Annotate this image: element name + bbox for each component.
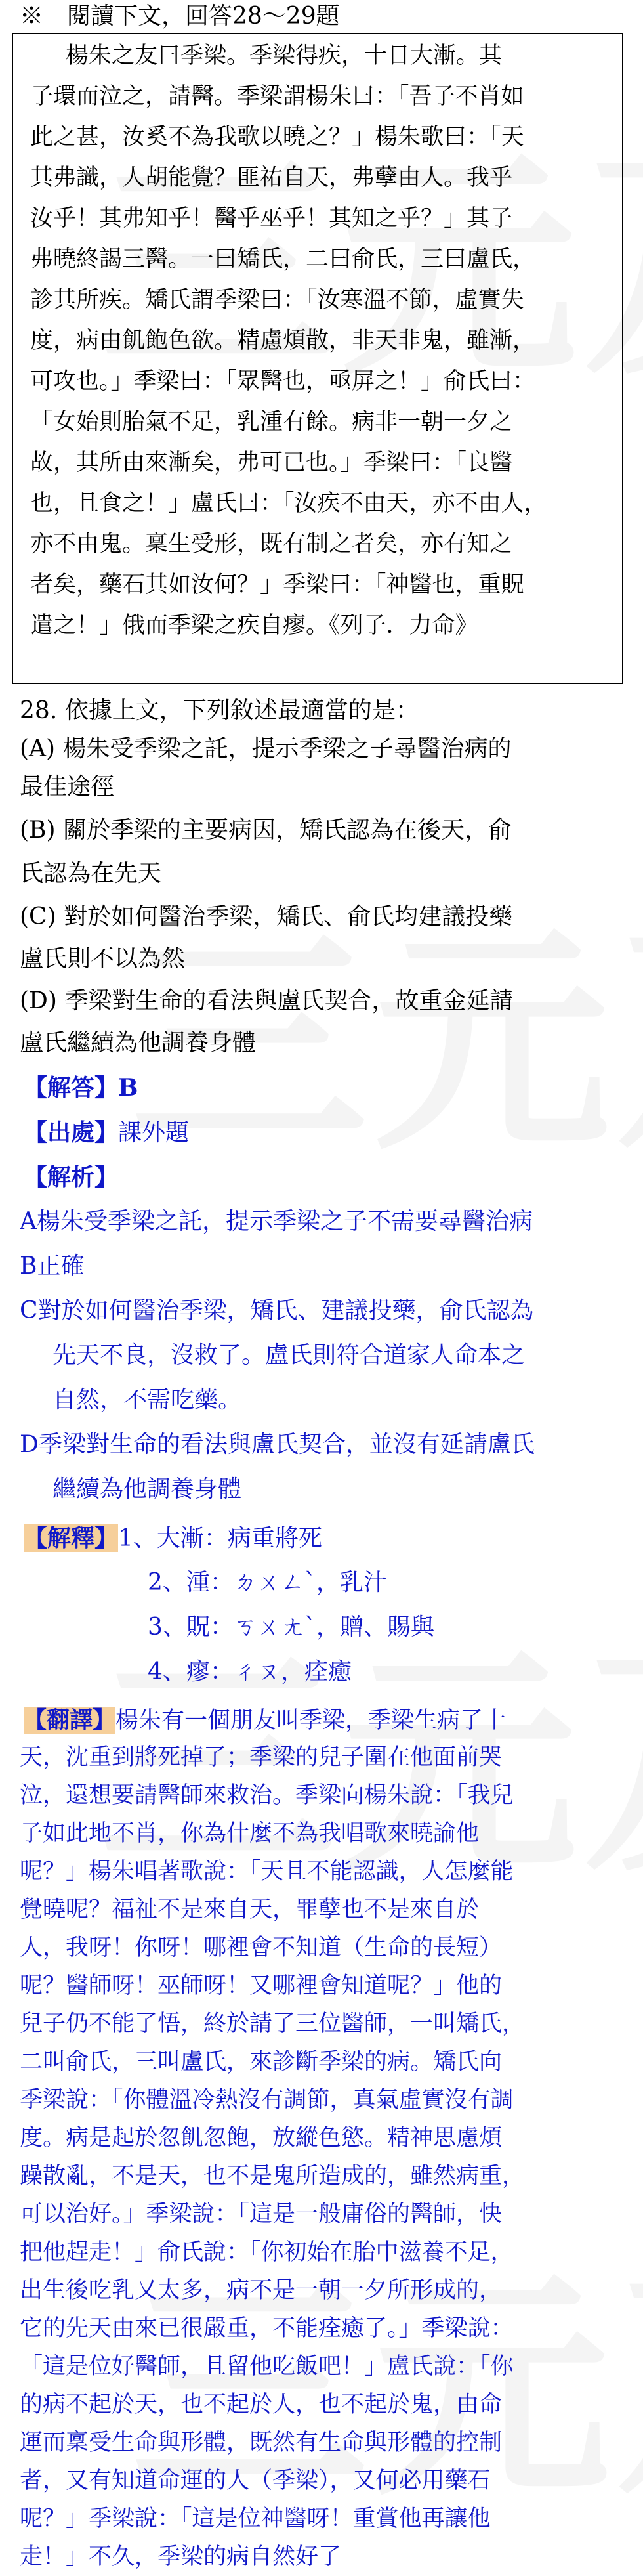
- source-label: 【出處】: [24, 1119, 119, 1146]
- passage-box: [12, 33, 623, 684]
- translation-line: 二叫俞氏，三叫盧氏，來診斷季梁的病。矯氏向: [20, 2049, 503, 2075]
- translation-line: 泣，還想要請醫師來救治。季梁向楊朱說：「我兒: [20, 1782, 514, 1809]
- passage-line: 診其所疾。矯氏謂季梁曰：「汝寒溫不節，虛實失: [30, 287, 524, 313]
- translation-line: 子如此地不肖，你為什麼不為我唱歌來曉諭他: [20, 1820, 480, 1847]
- translation-line: 楊朱有一個朋友叫季梁，季梁生病了十: [115, 1707, 507, 1734]
- translation-line: 天，沈重到將死掉了；季梁的兒子圍在他面前哭: [20, 1744, 503, 1771]
- answer-row: [24, 1071, 634, 1104]
- passage-line: 者矣，藥石其如汝何？」季梁曰：「神醫也，重貺: [30, 572, 524, 598]
- option-line: 最佳途徑: [20, 773, 115, 800]
- passage-line: 度，病由飢飽色欲。精慮煩散，非天非鬼，雖漸，: [30, 328, 536, 354]
- explanation-item: 4、瘳：ㄔㄡ，痊癒: [148, 1658, 352, 1685]
- translation-line: 覺曉呢？福祉不是來自天，罪孽也不是來自於: [20, 1897, 480, 1923]
- translation-line: 者，又有知道命運的人（季梁），又何必用藥石: [20, 2468, 491, 2494]
- analysis-label: 【解析】: [24, 1163, 119, 1191]
- question-stem: 28. 依據上文，下列敘述最適當的是：: [20, 697, 419, 724]
- translation-line: 出生後吃乳又太多，病不是一朝一夕所形成的，: [20, 2277, 503, 2304]
- analysis-line: A楊朱受季梁之託，提示季梁之子不需要尋醫治病: [20, 1208, 533, 1235]
- translation-row: [24, 1704, 634, 1737]
- translation-line: 呢？」楊朱唱著歌說：「天且不能認識，人怎麼能: [20, 1858, 514, 1885]
- translation-line: 運而稟受生命與形體，既然有生命與形體的控制: [20, 2430, 503, 2456]
- analysis-line: 先天不良，沒救了。盧氏則符合道家人命本之: [52, 1342, 526, 1369]
- explanation-item: 3、貺：ㄎㄨㄤˋ，贈、賜與: [148, 1614, 434, 1641]
- analysis-line: B正確: [20, 1253, 85, 1279]
- translation-line: 呢？」季梁說：「這是位神醫呀！重賞他再讓他: [20, 2506, 491, 2532]
- passage-line: 子環而泣之，請醫。季梁謂楊朱曰：「吾子不肖如: [30, 83, 524, 110]
- option-line: 盧氏則不以為然: [20, 945, 186, 972]
- translation-line: 「這是位好醫師，且留他吃飯吧！」盧氏說：「你: [20, 2353, 514, 2380]
- translation-line: 把他趕走！」俞氏說：「你初始在胎中滋養不足，: [20, 2239, 514, 2265]
- passage-line: 其弗識，人胡能覺？匪祐自天，弗孽由人。我乎: [30, 165, 513, 191]
- translation-line: 躁散亂，不是天，也不是鬼所造成的，雖然病重，: [20, 2163, 526, 2189]
- explanation-label: 【解釋】: [24, 1524, 119, 1552]
- passage-line: 故，其所由來漸矣，弗可已也。」季梁曰：「良醫: [30, 450, 513, 476]
- option-line: (D) 季梁對生命的看法與盧氏契合，故重金延請: [20, 987, 514, 1014]
- passage-line: 遣之！」俄而季梁之疾自瘳。《列子．力命》: [30, 612, 478, 639]
- source-row: [24, 1116, 634, 1149]
- option-line: (A) 楊朱受季梁之託，提示季梁之子尋醫治病的: [20, 735, 512, 762]
- explanation-item: 2、湩：ㄉㄨㄥˋ，乳汁: [148, 1569, 387, 1596]
- analysis-line: 繼續為他調養身體: [52, 1476, 242, 1503]
- option-line: 氏認為在先天: [20, 860, 162, 887]
- passage-line: 楊朱之友曰季梁。季梁得疾，十日大漸。其: [66, 43, 503, 69]
- translation-line: 走！」不久，季梁的病自然好了: [20, 2544, 342, 2570]
- passage-line: 弗曉終謁三醫。一曰矯氏，二曰俞氏，三曰盧氏，: [30, 246, 536, 272]
- translation-line: 季梁說：「你體溫冷熱沒有調節，真氣虛實沒有調: [20, 2087, 514, 2113]
- explanation-row: [24, 1522, 634, 1555]
- translation-line: 的病不起於天，也不起於人，也不起於鬼，由命: [20, 2392, 503, 2418]
- analysis-line: D季梁對生命的看法與盧氏契合，並沒有延請盧氏: [20, 1431, 535, 1458]
- passage-line: 汝乎！其弗知乎！醫乎巫乎！其知之乎？」其子: [30, 205, 513, 232]
- explanation-item: 1、大漸：病重將死: [118, 1525, 322, 1552]
- option-line: 盧氏繼續為他調養身體: [20, 1029, 257, 1056]
- analysis-line: C對於如何醫治季梁，矯氏、建議投藥，俞氏認為: [20, 1297, 534, 1324]
- analysis-line: 自然，不需吃藥。: [52, 1386, 242, 1413]
- translation-line: 呢？醫師呀！巫師呀！又哪裡會知道呢？」他的: [20, 1973, 503, 1999]
- translation-line: 它的先天由來已很嚴重，不能痊癒了。」季梁說：: [20, 2315, 514, 2342]
- translation-line: 人，我呀！你呀！哪裡會不知道（生命的長短）: [20, 1935, 503, 1961]
- option-line: (C) 對於如何醫治季梁，矯氏、俞氏均建議投藥: [20, 903, 513, 930]
- passage-line: 「女始則胎氣不足，乳湩有餘。病非一朝一夕之: [30, 409, 513, 435]
- answer-label: 【解答】: [24, 1074, 119, 1102]
- answer-value: B: [118, 1074, 138, 1102]
- passage-line: 亦不由鬼。稟生受形，既有制之者矣，亦有知之: [30, 531, 513, 557]
- passage-line: 也，且食之！」盧氏曰：「汝疾不由天，亦不由人，: [30, 490, 547, 517]
- translation-line: 兒子仍不能了悟，終於請了三位醫師，一叫矯氏，: [20, 2011, 526, 2037]
- passage-line: 此之甚，汝奚不為我歌以曉之？」楊朱歌曰：「天: [30, 124, 524, 150]
- source-value: 課外題: [118, 1119, 190, 1146]
- translation-label: 【翻譯】: [24, 1707, 116, 1734]
- translation-line: 可以治好。」季梁說：「這是一般庸俗的醫師，快: [20, 2201, 503, 2227]
- translation-line: 度。病是起於忽飢忽飽，放縱色慾。精神思慮煩: [20, 2125, 503, 2151]
- option-line: (B) 關於季梁的主要病因，矯氏認為在後天，俞: [20, 817, 512, 844]
- passage-line: 可攻也。」季梁曰：「眾醫也，亟屏之！」俞氏曰：: [30, 368, 536, 395]
- reading-header: ※ 閱讀下文，回答28～29題: [20, 3, 340, 30]
